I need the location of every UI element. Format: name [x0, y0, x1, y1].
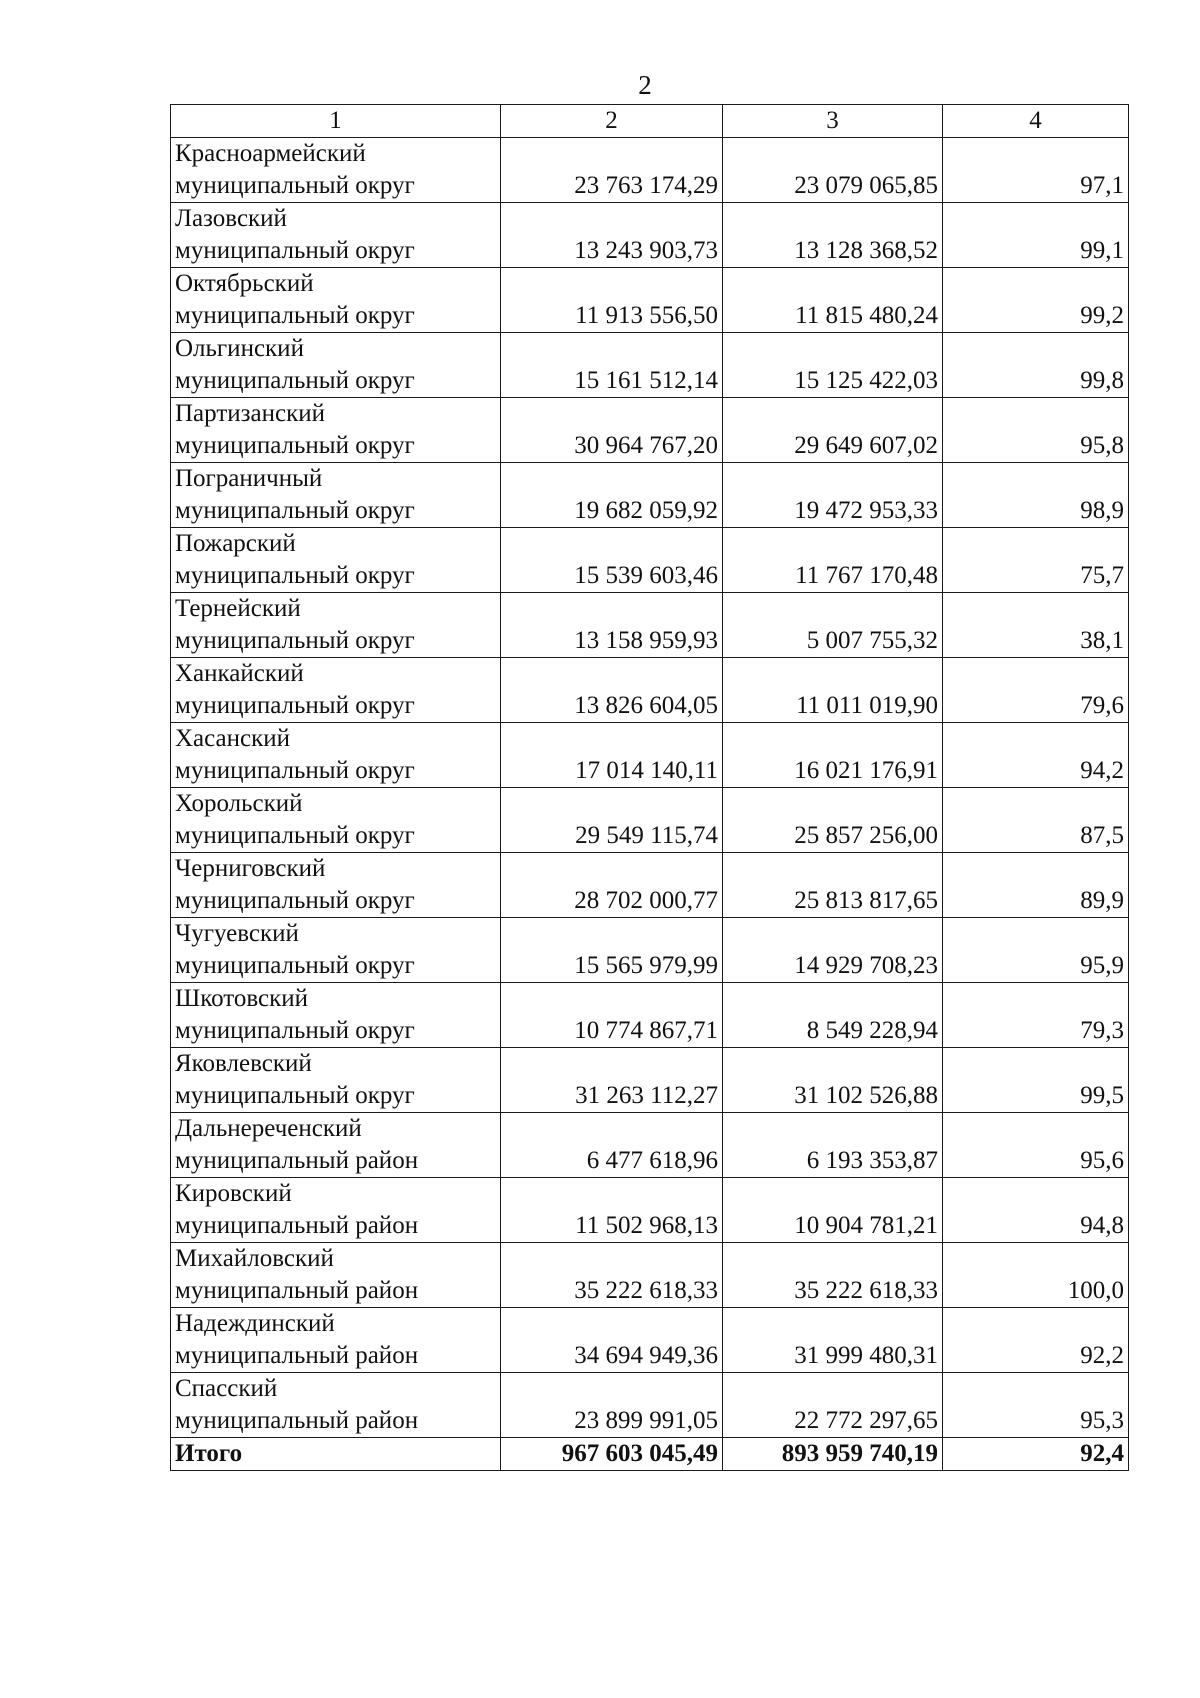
cell-col4: 95,6: [943, 1113, 1129, 1178]
table-row: [171, 788, 1129, 853]
cell-col3: 11 767 170,48: [723, 528, 943, 593]
column-header-4: 4: [943, 105, 1129, 138]
cell-col4: 100,0: [943, 1243, 1129, 1308]
cell-col2: 13 826 604,05: [501, 658, 723, 723]
table-row: [171, 463, 1129, 528]
municipality-name: [171, 268, 501, 333]
cell-col3: 8 549 228,94: [723, 983, 943, 1048]
cell-col3: 6 193 353,87: [723, 1113, 943, 1178]
municipality-type-line2: муниципальный район: [175, 1147, 419, 1174]
column-header-2: 2: [501, 105, 723, 138]
municipality-name: [171, 463, 501, 528]
cell-col4: 99,1: [943, 203, 1129, 268]
municipality-type-line2: муниципальный округ: [175, 627, 415, 654]
municipality-type-line2: муниципальный округ: [175, 367, 415, 394]
municipality-name-line1: Михайловский: [175, 1245, 334, 1272]
table-row: [171, 1243, 1129, 1308]
cell-col2: 31 263 112,27: [501, 1048, 723, 1113]
municipality-type-line2: муниципальный район: [175, 1407, 419, 1434]
municipality-name: [171, 333, 501, 398]
cell-col3: 22 772 297,65: [723, 1373, 943, 1438]
municipality-name: [171, 658, 501, 723]
cell-col4: 79,6: [943, 658, 1129, 723]
cell-col4: 95,8: [943, 398, 1129, 463]
table-row: [171, 138, 1129, 203]
municipality-type-line2: муниципальный округ: [175, 1082, 415, 1109]
municipality-name: [171, 593, 501, 658]
municipality-name-line1: Пожарский: [175, 530, 296, 557]
header-row: [171, 105, 1129, 138]
cell-col3: 14 929 708,23: [723, 918, 943, 983]
cell-col4: 95,3: [943, 1373, 1129, 1438]
table-row: [171, 398, 1129, 463]
municipality-type-line2: муниципальный округ: [175, 887, 415, 914]
municipality-type-line2: муниципальный район: [175, 1277, 419, 1304]
municipality-name-line1: Красноармейский: [175, 140, 366, 167]
municipality-name-line1: Кировский: [175, 1180, 292, 1207]
municipality-name-line1: Пограничный: [175, 465, 323, 492]
municipality-name: [171, 1113, 501, 1178]
cell-col4: 38,1: [943, 593, 1129, 658]
cell-col4: 98,9: [943, 463, 1129, 528]
cell-col3: 23 079 065,85: [723, 138, 943, 203]
cell-col3: 25 857 256,00: [723, 788, 943, 853]
municipality-name-line1: Черниговский: [175, 855, 326, 882]
total-row: [171, 1438, 1129, 1471]
page-number: 2: [638, 70, 652, 100]
municipality-type-line2: муниципальный округ: [175, 757, 415, 784]
cell-col2: 29 549 115,74: [501, 788, 723, 853]
cell-col4: 94,8: [943, 1178, 1129, 1243]
cell-col4: 97,1: [943, 138, 1129, 203]
municipality-name-line1: Партизанский: [175, 400, 325, 427]
cell-col4: 75,7: [943, 528, 1129, 593]
cell-col4: 95,9: [943, 918, 1129, 983]
cell-col3: 31 999 480,31: [723, 1308, 943, 1373]
cell-col3: 15 125 422,03: [723, 333, 943, 398]
municipality-name-line1: Ольгинский: [175, 335, 304, 362]
cell-col3: 13 128 368,52: [723, 203, 943, 268]
cell-col2: 34 694 949,36: [501, 1308, 723, 1373]
cell-col2: 11 502 968,13: [501, 1178, 723, 1243]
municipality-name: [171, 398, 501, 463]
cell-col2: 13 158 959,93: [501, 593, 723, 658]
table-row: [171, 658, 1129, 723]
cell-col4: 99,5: [943, 1048, 1129, 1113]
municipality-name-line1: Ханкайский: [175, 660, 304, 687]
table-footer: [171, 1438, 1129, 1471]
municipality-name: [171, 138, 501, 203]
table-row: [171, 983, 1129, 1048]
cell-col3: 19 472 953,33: [723, 463, 943, 528]
table-row: [171, 853, 1129, 918]
cell-col4: 99,8: [943, 333, 1129, 398]
cell-col2: 15 565 979,99: [501, 918, 723, 983]
municipality-name-line1: Дальнереченский: [175, 1115, 362, 1142]
table-row: [171, 1048, 1129, 1113]
table-row: [171, 1178, 1129, 1243]
municipality-type-line2: муниципальный округ: [175, 237, 415, 264]
municipality-type-line2: муниципальный округ: [175, 562, 415, 589]
municipality-name-line1: Хасанский: [175, 725, 291, 752]
municipality-type-line2: муниципальный округ: [175, 172, 415, 199]
cell-col3: 10 904 781,21: [723, 1178, 943, 1243]
municipality-name: [171, 528, 501, 593]
cell-col4: 89,9: [943, 853, 1129, 918]
cell-col3: 29 649 607,02: [723, 398, 943, 463]
total-col4: 92,4: [943, 1438, 1129, 1471]
column-header-1: 1: [171, 105, 501, 138]
total-col2: 967 603 045,49: [501, 1438, 723, 1471]
municipality-name: [171, 788, 501, 853]
table-row: [171, 268, 1129, 333]
municipality-name: [171, 1243, 501, 1308]
municipality-name-line1: Хорольский: [175, 790, 303, 817]
column-header-3: 3: [723, 105, 943, 138]
municipality-type-line2: муниципальный округ: [175, 302, 415, 329]
municipality-name: [171, 1373, 501, 1438]
municipality-type-line2: муниципальный округ: [175, 822, 415, 849]
table-row: [171, 1113, 1129, 1178]
cell-col2: 15 539 603,46: [501, 528, 723, 593]
total-col3: 893 959 740,19: [723, 1438, 943, 1471]
municipality-name: [171, 723, 501, 788]
municipality-type-line2: муниципальный округ: [175, 432, 415, 459]
municipality-type-line2: муниципальный округ: [175, 1017, 415, 1044]
cell-col4: 92,2: [943, 1308, 1129, 1373]
municipality-type-line2: муниципальный округ: [175, 952, 415, 979]
municipality-name-line1: Тернейский: [175, 595, 301, 622]
cell-col2: 35 222 618,33: [501, 1243, 723, 1308]
cell-col4: 94,2: [943, 723, 1129, 788]
cell-col2: 11 913 556,50: [501, 268, 723, 333]
table-row: [171, 203, 1129, 268]
municipality-name: [171, 1308, 501, 1373]
table-row: [171, 528, 1129, 593]
cell-col3: 5 007 755,32: [723, 593, 943, 658]
cell-col4: 87,5: [943, 788, 1129, 853]
table-row: [171, 1308, 1129, 1373]
report-table: [170, 104, 1129, 1471]
total-label: Итого: [171, 1438, 501, 1471]
cell-col3: 11 815 480,24: [723, 268, 943, 333]
cell-col3: 16 021 176,91: [723, 723, 943, 788]
table-header: [171, 105, 1129, 138]
cell-col2: 28 702 000,77: [501, 853, 723, 918]
municipality-name-line1: Надеждинский: [175, 1310, 335, 1337]
municipality-name: [171, 853, 501, 918]
municipality-name-line1: Яковлевский: [175, 1050, 312, 1077]
cell-col2: 23 899 991,05: [501, 1373, 723, 1438]
table-row: [171, 1373, 1129, 1438]
table-row: [171, 918, 1129, 983]
municipality-name: [171, 983, 501, 1048]
cell-col2: 30 964 767,20: [501, 398, 723, 463]
municipality-type-line2: муниципальный район: [175, 1212, 419, 1239]
municipality-type-line2: муниципальный округ: [175, 497, 415, 524]
municipality-name-line1: Лазовский: [175, 205, 287, 232]
municipality-name-line1: Спасский: [175, 1375, 278, 1402]
cell-col2: 17 014 140,11: [501, 723, 723, 788]
municipality-name-line1: Октябрьский: [175, 270, 314, 297]
table-body: [171, 138, 1129, 1438]
municipality-type-line2: муниципальный район: [175, 1342, 419, 1369]
cell-col2: 10 774 867,71: [501, 983, 723, 1048]
table-row: [171, 723, 1129, 788]
municipality-name: [171, 918, 501, 983]
cell-col2: 19 682 059,92: [501, 463, 723, 528]
table-row: [171, 333, 1129, 398]
cell-col3: 35 222 618,33: [723, 1243, 943, 1308]
cell-col3: 25 813 817,65: [723, 853, 943, 918]
cell-col2: 13 243 903,73: [501, 203, 723, 268]
cell-col2: 23 763 174,29: [501, 138, 723, 203]
municipality-name: [171, 203, 501, 268]
cell-col3: 31 102 526,88: [723, 1048, 943, 1113]
table-row: [171, 593, 1129, 658]
cell-col4: 99,2: [943, 268, 1129, 333]
municipality-name-line1: Чугуевский: [175, 920, 299, 947]
municipality-type-line2: муниципальный округ: [175, 692, 415, 719]
cell-col4: 79,3: [943, 983, 1129, 1048]
cell-col2: 6 477 618,96: [501, 1113, 723, 1178]
municipality-name: [171, 1048, 501, 1113]
municipality-name: [171, 1178, 501, 1243]
municipality-name-line1: Шкотовский: [175, 985, 309, 1012]
cell-col3: 11 011 019,90: [723, 658, 943, 723]
cell-col2: 15 161 512,14: [501, 333, 723, 398]
